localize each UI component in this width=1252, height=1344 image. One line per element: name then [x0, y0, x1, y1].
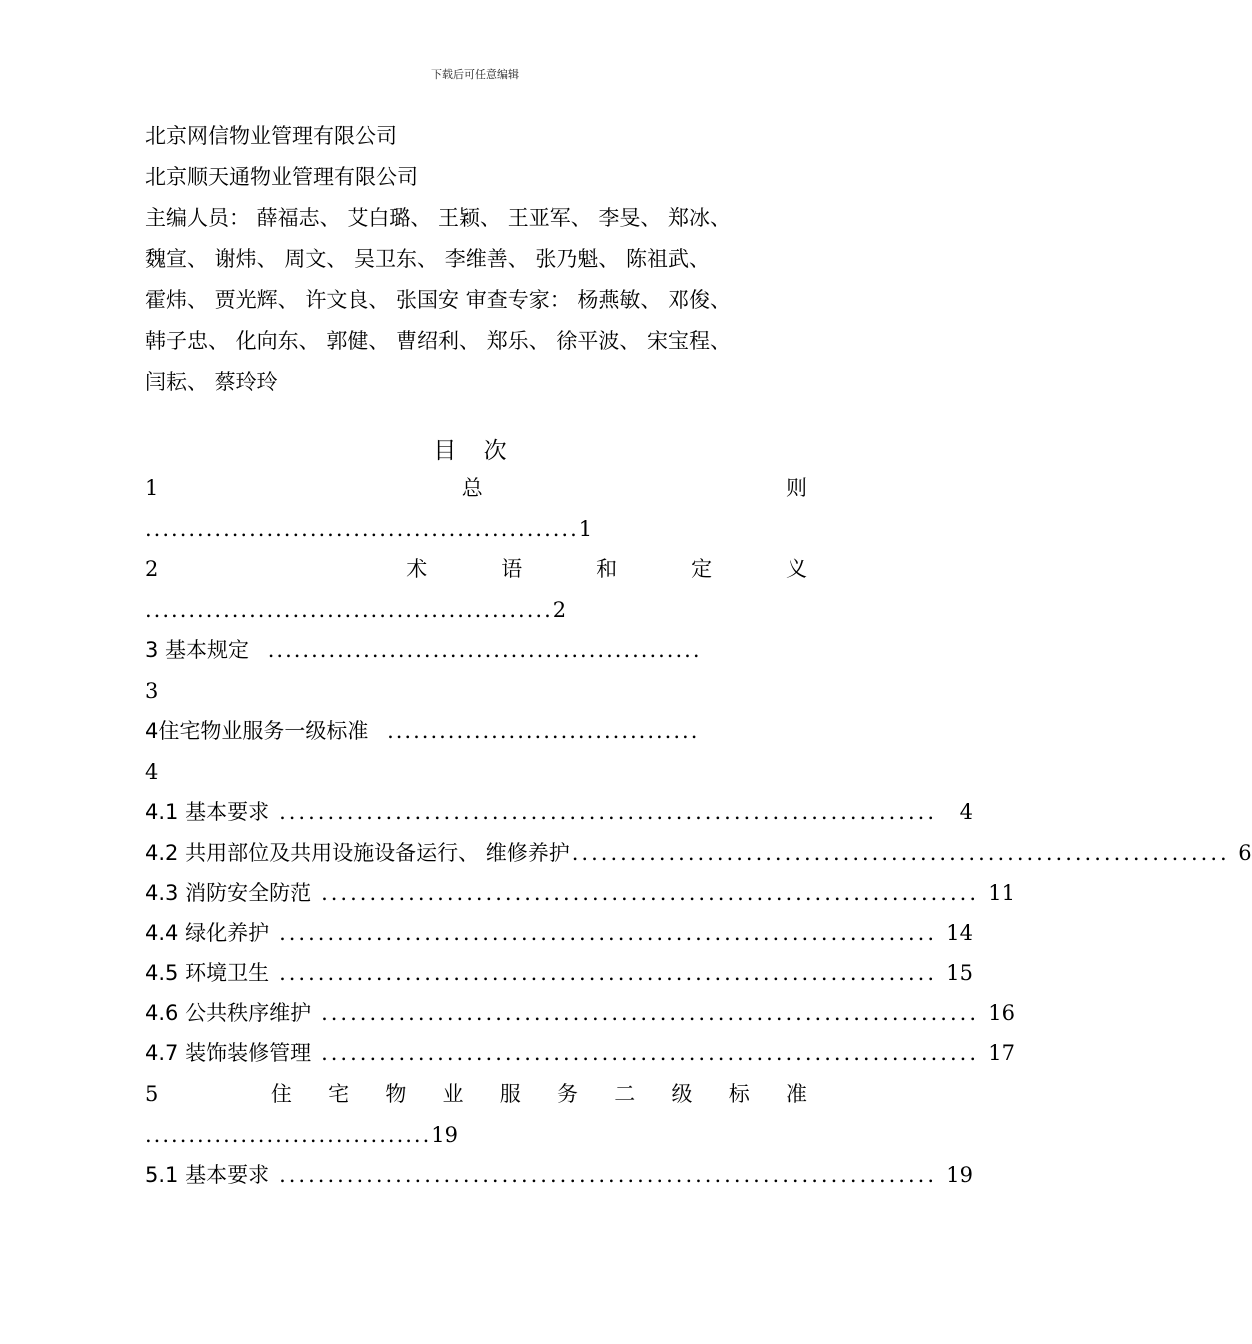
toc-char: 定	[691, 557, 713, 581]
toc-dots: .................................	[145, 1123, 432, 1147]
credit-line: 魏宣、 谢炜、 周文、 吴卫东、 李维善、 张乃魁、 陈祖武、	[145, 247, 711, 271]
toc-char: 级	[671, 1082, 693, 1106]
toc-entry-2[interactable]	[145, 555, 807, 583]
toc-page: 3	[145, 679, 159, 703]
toc-entry-5[interactable]	[145, 1080, 807, 1108]
toc-page: 4	[959, 800, 973, 824]
toc-label: 4.2 共用部位及共用设施设备运行、 维修养护	[145, 841, 570, 865]
toc-page: 17	[988, 1041, 1015, 1065]
toc-page: 6	[1238, 841, 1252, 865]
toc-char: 义	[786, 557, 807, 581]
toc-number: 1	[145, 476, 159, 500]
toc-entry-4-5[interactable]	[145, 959, 973, 987]
toc-char: 业	[442, 1082, 464, 1106]
toc-char: 术	[406, 557, 428, 581]
toc-page: 15	[946, 961, 973, 985]
toc-char: 则	[786, 476, 807, 500]
toc-page: 19	[431, 1123, 459, 1147]
toc-label: 4.5 环境卫生	[145, 961, 270, 985]
toc-entry-4-7[interactable]	[145, 1039, 1015, 1067]
toc-page: 14	[946, 921, 973, 945]
toc-char: 总	[461, 476, 483, 500]
toc-page: 19	[946, 1163, 973, 1187]
toc-dots: ....................................................................	[321, 881, 979, 905]
toc-entry-4-4[interactable]	[145, 919, 973, 947]
toc-label: 4.4 绿化养护	[145, 921, 270, 945]
toc-char: 物	[385, 1082, 407, 1106]
toc-entry-5-1[interactable]	[145, 1161, 973, 1189]
toc-char: 标	[728, 1082, 750, 1106]
toc-label: 4.6 公共秩序维护	[145, 1001, 312, 1025]
toc-label: 4住宅物业服务一级标准	[145, 719, 369, 743]
toc-char: 务	[557, 1082, 579, 1106]
toc-entry-4-6[interactable]	[145, 999, 1015, 1027]
toc-char: 住	[270, 1082, 292, 1106]
toc-dots: ...............................................	[145, 598, 553, 622]
toc-page: 1	[578, 517, 593, 541]
toc-leader-2	[145, 596, 807, 624]
credit-line: 北京网信物业管理有限公司	[145, 124, 397, 148]
toc-label: 4.7 装饰装修管理	[145, 1041, 312, 1065]
page-header: 下载后可任意编辑	[431, 68, 519, 81]
credit-line: 韩子忠、 化向东、 郭健、 曹绍利、 郑乐、 徐平波、 宋宝程、	[145, 329, 732, 353]
toc-char: 宅	[328, 1082, 350, 1106]
toc-entry-4[interactable]	[145, 717, 807, 745]
toc-entry-3[interactable]	[145, 636, 807, 664]
toc-dots: ....................................................................	[571, 841, 1230, 865]
toc-page: 2	[552, 598, 567, 622]
toc-dots: ....................................................................	[279, 800, 937, 824]
toc-dots: ....................................	[387, 719, 700, 743]
credit-line: 主编人员： 薛福志、 艾白璐、 王颖、 王亚军、 李旻、 郑冰、	[145, 206, 732, 230]
toc-dots: ..................................................	[145, 517, 579, 541]
toc-char: 二	[614, 1082, 636, 1106]
toc-label: 5.1 基本要求	[145, 1163, 270, 1187]
toc-page: 11	[988, 881, 1015, 905]
toc-title: 目 次	[433, 438, 517, 464]
toc-leader-5	[145, 1121, 807, 1149]
toc-char: 服	[499, 1082, 521, 1106]
toc-dots: ..................................................	[267, 638, 702, 662]
credit-line: 北京顺天通物业管理有限公司	[145, 165, 418, 189]
toc-dots: ....................................................................	[279, 921, 937, 945]
toc-number: 2	[145, 557, 159, 581]
toc-dots: ....................................................................	[279, 1163, 937, 1187]
toc-label: 4.1 基本要求	[145, 800, 270, 824]
toc-leader-1	[145, 515, 807, 543]
toc-dots: ....................................................................	[279, 961, 937, 985]
toc-label: 4.3 消防安全防范	[145, 881, 312, 905]
toc-number: 5	[145, 1082, 159, 1106]
toc-entry-4-1[interactable]	[145, 798, 973, 826]
toc-dots: ....................................................................	[321, 1001, 979, 1025]
toc-char: 语	[501, 557, 523, 581]
toc-entry-1[interactable]	[145, 474, 807, 502]
toc-page: 4	[145, 760, 159, 784]
credit-line: 霍炜、 贾光辉、 许文良、 张国安 审查专家： 杨燕敏、 邓俊、	[145, 288, 732, 312]
toc-page: 16	[988, 1001, 1015, 1025]
credit-line: 闫耘、 蔡玲玲	[145, 370, 278, 394]
toc-entry-4-2[interactable]	[145, 839, 1252, 867]
toc-char: 和	[596, 557, 618, 581]
toc-label: 3 基本规定	[145, 638, 250, 662]
toc-dots: ....................................................................	[321, 1041, 979, 1065]
toc-entry-4-3[interactable]	[145, 879, 1015, 907]
toc-char: 准	[785, 1082, 807, 1106]
